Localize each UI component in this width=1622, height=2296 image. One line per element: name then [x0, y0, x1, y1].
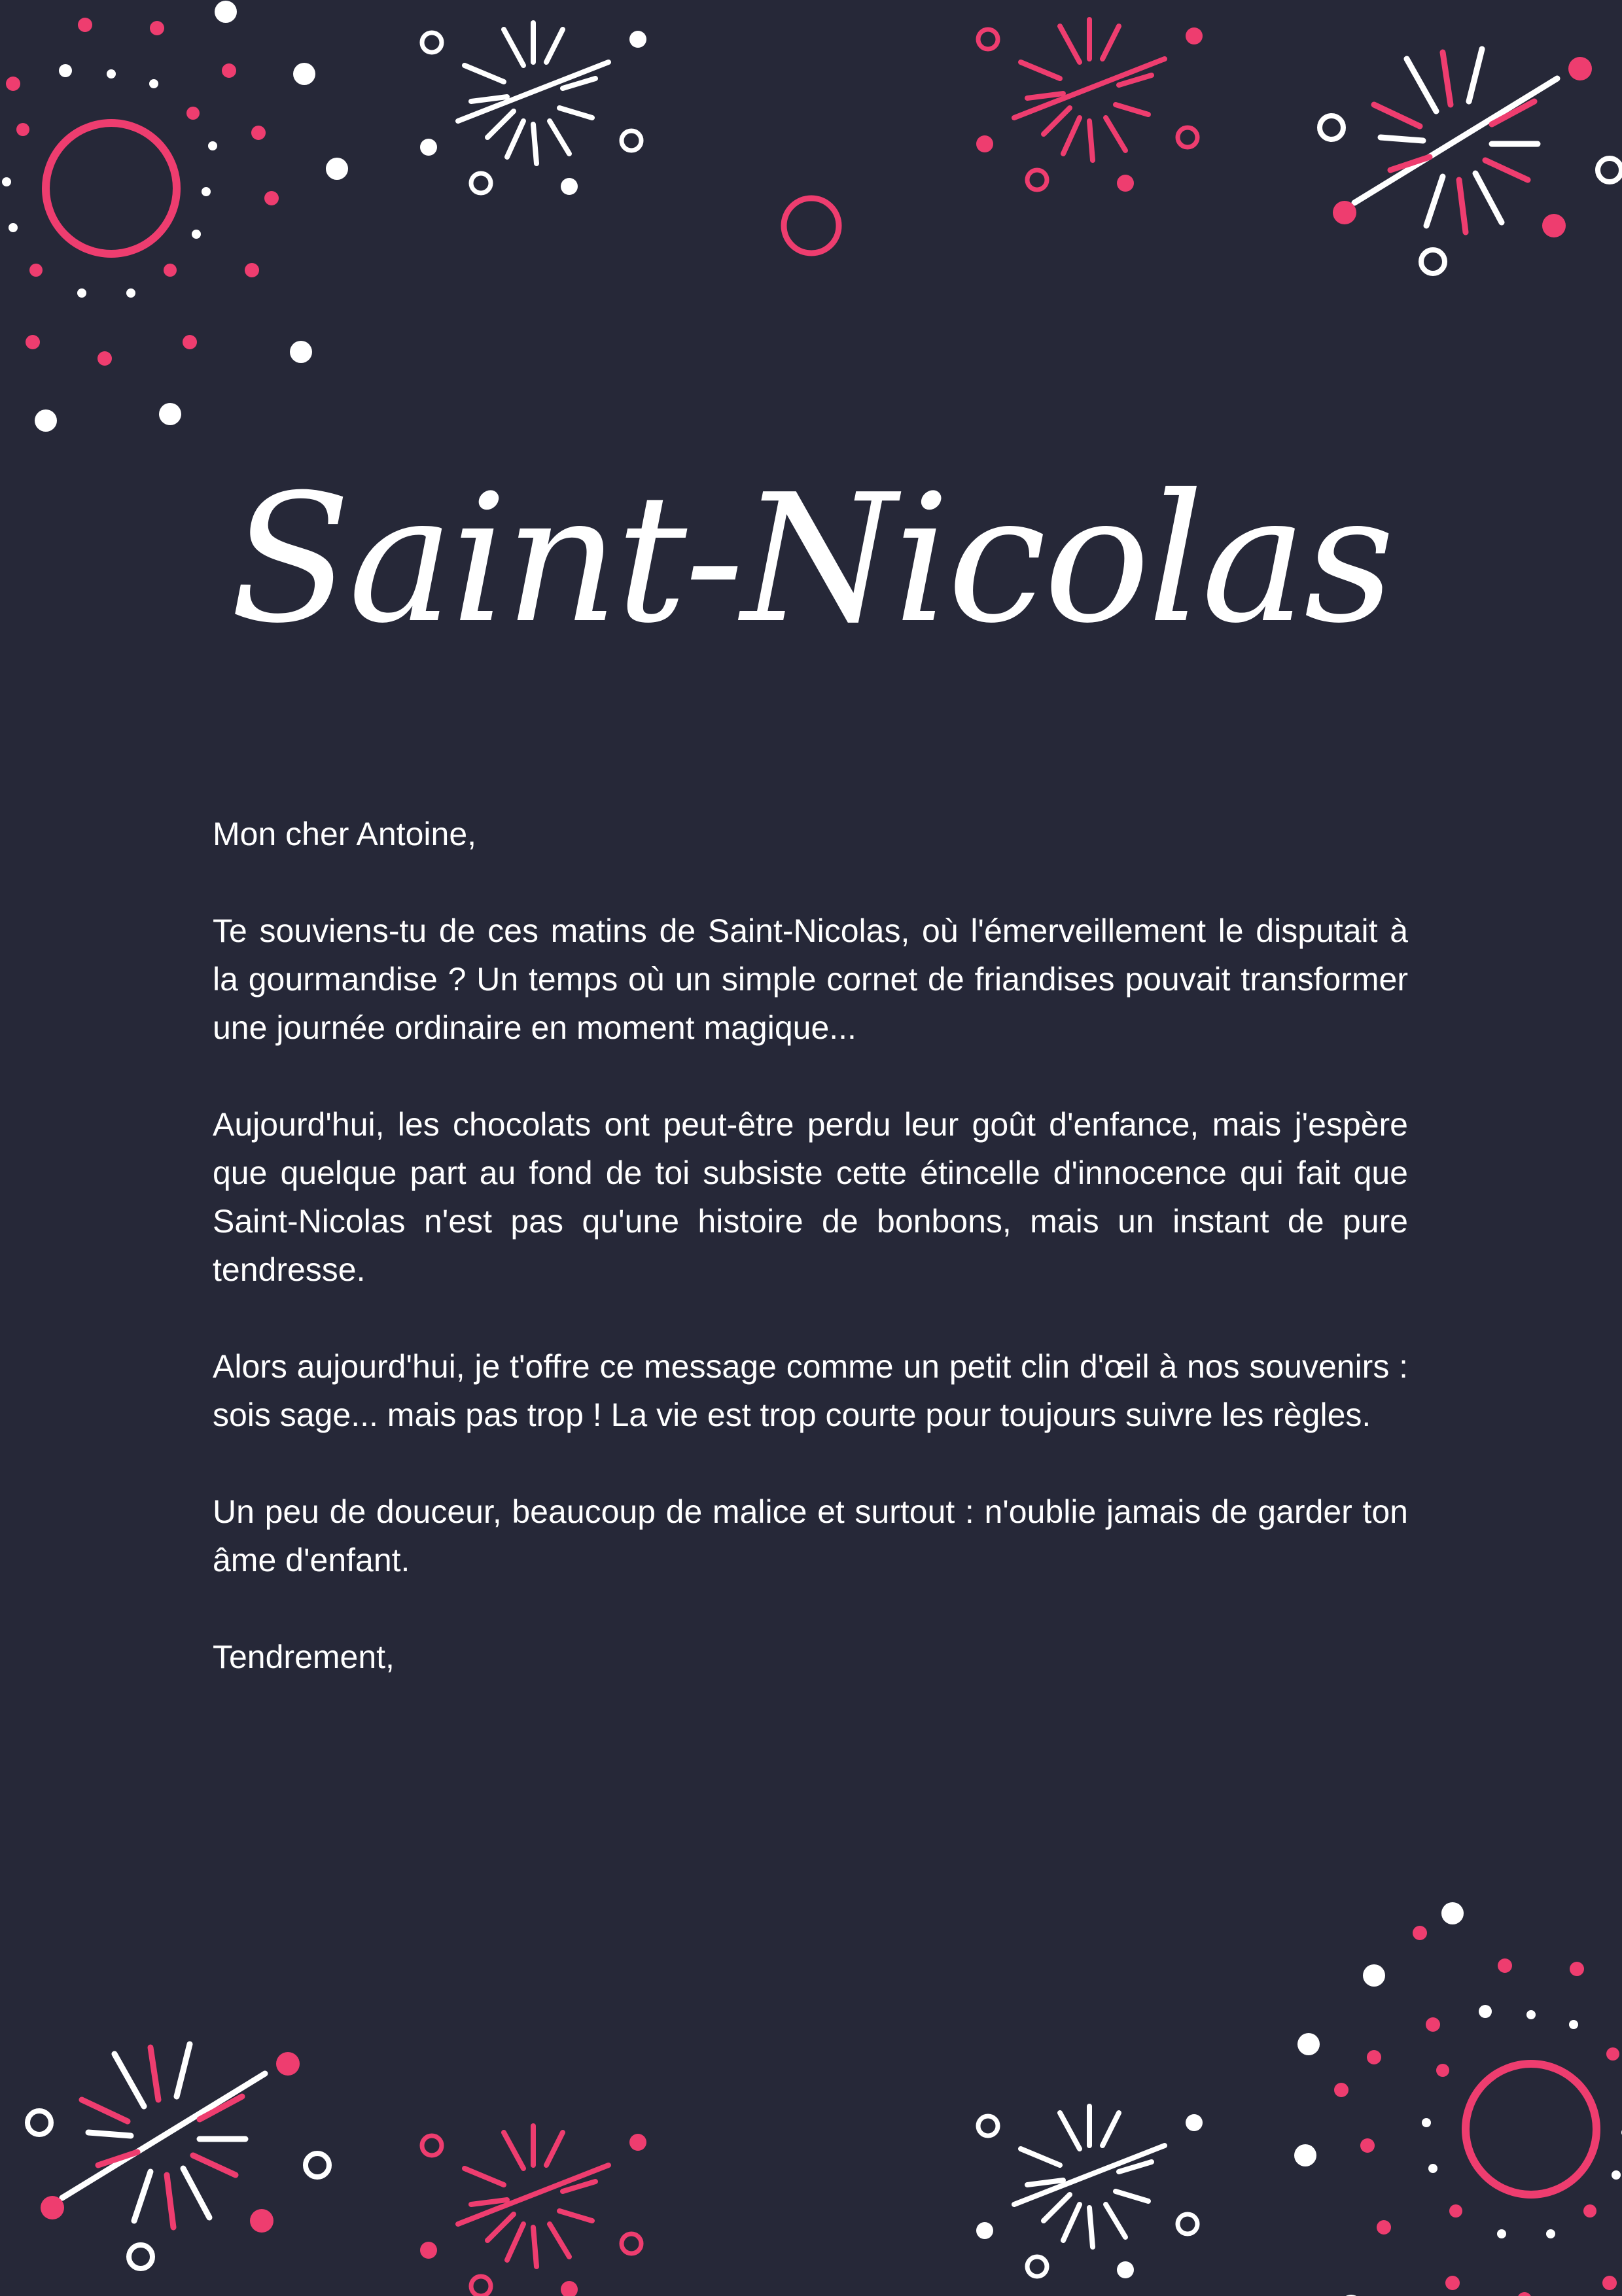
letter-paragraph: Alors aujourd'hui, je t'offre ce message comme un petit clin d'œil à nos souvenirs : sois sage... mais pas trop ! La vie est trop courte pour toujours suivre les règles. — [213, 1348, 1408, 1433]
letter-greeting: Mon cher Antoine, — [213, 816, 477, 852]
firework-burst-icon — [420, 23, 646, 195]
letter-paragraph: Te souviens-tu de ces matins de Saint-Nicolas, où l'émerveillement le disputait à la gourmandise ? Un temps où un simple cornet de friandises pouvait transformer une journée ordinaire en moment magique... — [213, 913, 1408, 1046]
letter-body — [213, 810, 1408, 1730]
firework-burst-icon — [420, 2126, 646, 2296]
circle-icon — [784, 198, 839, 253]
letter-paragraph: Aujourd'hui, les chocolats ont peut-être perdu leur goût d'enfance, mais j'espère que quelque part au fond de toi subsiste cette étincelle d'innocence qui fait que Saint-Nicolas n'est pas qu'une histoire de bonbons, mais un instant de pure tendresse. — [213, 1106, 1408, 1288]
firework-burst-icon — [1320, 49, 1621, 273]
firework-burst-icon — [976, 20, 1203, 192]
firework-burst-icon — [976, 2106, 1203, 2278]
firework-burst-icon — [27, 2044, 329, 2269]
dotted-ring-firework-icon — [1294, 1902, 1622, 2296]
page-title: Saint-Nicolas — [230, 456, 1392, 662]
dotted-ring-firework-icon — [0, 0, 348, 432]
letter-paragraph: Un peu de douceur, beaucoup de malice et surtout : n'oublie jamais de garder ton âme d'enfant. — [213, 1493, 1408, 1578]
letter-closing: Tendrement, — [213, 1639, 395, 1675]
